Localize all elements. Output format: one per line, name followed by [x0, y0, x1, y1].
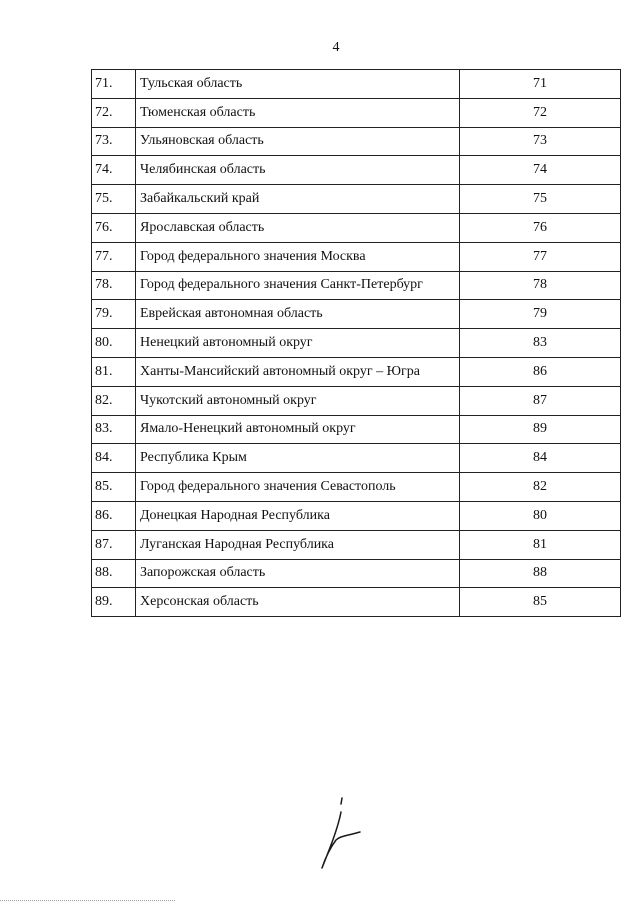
row-number-cell: 82.	[92, 386, 136, 415]
region-code-cell: 84	[460, 444, 621, 473]
row-number-cell: 77.	[92, 242, 136, 271]
region-code-cell: 71	[460, 70, 621, 99]
row-number-cell: 71.	[92, 70, 136, 99]
signature	[300, 790, 370, 880]
table-row	[92, 501, 621, 530]
region-name-cell: Запорожская область	[136, 559, 460, 588]
row-number-cell: 78.	[92, 271, 136, 300]
region-name-cell: Чукотский автономный округ	[136, 386, 460, 415]
region-code-cell: 81	[460, 530, 621, 559]
row-number-cell: 83.	[92, 415, 136, 444]
region-table-body	[92, 70, 621, 617]
region-name-cell: Забайкальский край	[136, 185, 460, 214]
table-row	[92, 386, 621, 415]
row-number-cell: 75.	[92, 185, 136, 214]
region-code-cell: 72	[460, 98, 621, 127]
region-name-cell: Тульская область	[136, 70, 460, 99]
row-number-cell: 72.	[92, 98, 136, 127]
row-number-cell: 80.	[92, 329, 136, 358]
region-code-cell: 80	[460, 501, 621, 530]
row-number-cell: 87.	[92, 530, 136, 559]
region-code-cell: 83	[460, 329, 621, 358]
row-number-cell: 79.	[92, 300, 136, 329]
row-number-cell: 73.	[92, 127, 136, 156]
region-name-cell: Донецкая Народная Республика	[136, 501, 460, 530]
region-name-cell: Ульяновская область	[136, 127, 460, 156]
row-number-cell: 86.	[92, 501, 136, 530]
table-row	[92, 473, 621, 502]
table-row	[92, 70, 621, 99]
region-table	[91, 69, 621, 617]
region-code-cell: 89	[460, 415, 621, 444]
table-row	[92, 357, 621, 386]
region-code-cell: 76	[460, 213, 621, 242]
region-code-cell: 79	[460, 300, 621, 329]
region-name-cell: Ярославская область	[136, 213, 460, 242]
table-row	[92, 213, 621, 242]
table-row	[92, 300, 621, 329]
table-row	[92, 271, 621, 300]
region-code-cell: 88	[460, 559, 621, 588]
region-code-cell: 85	[460, 588, 621, 617]
region-name-cell: Тюменская область	[136, 98, 460, 127]
row-number-cell: 76.	[92, 213, 136, 242]
table-row	[92, 242, 621, 271]
region-name-cell: Ненецкий автономный округ	[136, 329, 460, 358]
table-row	[92, 185, 621, 214]
table-row	[92, 530, 621, 559]
row-number-cell: 81.	[92, 357, 136, 386]
region-name-cell: Республика Крым	[136, 444, 460, 473]
region-code-cell: 77	[460, 242, 621, 271]
region-code-cell: 73	[460, 127, 621, 156]
region-name-cell: Херсонская область	[136, 588, 460, 617]
region-name-cell: Город федерального значения Москва	[136, 242, 460, 271]
table-row	[92, 127, 621, 156]
row-number-cell: 89.	[92, 588, 136, 617]
region-code-cell: 75	[460, 185, 621, 214]
page-number: 4	[332, 40, 340, 55]
table-row	[92, 588, 621, 617]
region-name-cell: Луганская Народная Республика	[136, 530, 460, 559]
region-code-cell: 86	[460, 357, 621, 386]
footer-dotted-line	[0, 900, 175, 901]
table-row	[92, 559, 621, 588]
table-row	[92, 444, 621, 473]
table-row	[92, 329, 621, 358]
table-row	[92, 98, 621, 127]
region-name-cell: Ямало-Ненецкий автономный округ	[136, 415, 460, 444]
region-name-cell: Город федерального значения Севастополь	[136, 473, 460, 502]
region-name-cell: Ханты-Мансийский автономный округ – Югра	[136, 357, 460, 386]
region-name-cell: Еврейская автономная область	[136, 300, 460, 329]
region-code-cell: 74	[460, 156, 621, 185]
region-name-cell: Город федерального значения Санкт-Петербург	[136, 271, 460, 300]
region-name-cell: Челябинская область	[136, 156, 460, 185]
region-code-cell: 87	[460, 386, 621, 415]
row-number-cell: 85.	[92, 473, 136, 502]
row-number-cell: 74.	[92, 156, 136, 185]
row-number-cell: 88.	[92, 559, 136, 588]
table-row	[92, 156, 621, 185]
region-code-cell: 82	[460, 473, 621, 502]
table-row	[92, 415, 621, 444]
row-number-cell: 84.	[92, 444, 136, 473]
region-code-cell: 78	[460, 271, 621, 300]
